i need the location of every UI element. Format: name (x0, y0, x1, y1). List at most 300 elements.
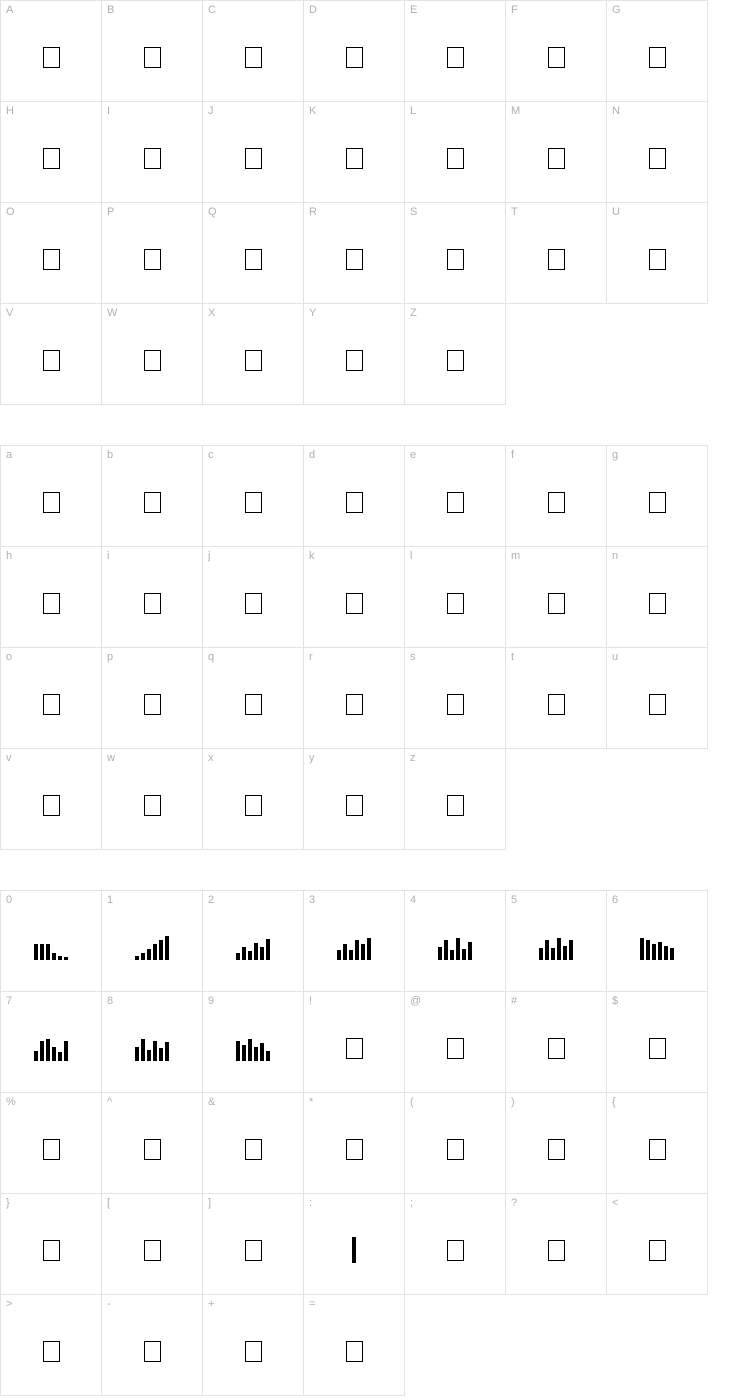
bar (551, 948, 555, 960)
bar-chart-glyph (506, 891, 606, 991)
charmap-cell[interactable] (102, 102, 203, 203)
charmap-cell[interactable] (607, 1093, 708, 1194)
char-label: * (309, 1096, 314, 1108)
notdef-box-glyph (203, 1093, 303, 1193)
notdef-box (245, 1139, 262, 1160)
char-label: r (309, 651, 313, 663)
char-label: a (6, 449, 13, 461)
bar (34, 1051, 38, 1061)
notdef-box-glyph (1, 446, 101, 546)
char-label: V (6, 307, 14, 319)
bar (147, 1050, 151, 1061)
charmap-cell[interactable] (304, 203, 405, 304)
notdef-box-glyph (102, 1093, 202, 1193)
char-label: 7 (6, 995, 13, 1007)
notdef-box (144, 249, 161, 270)
charmap-cell[interactable] (203, 992, 304, 1093)
charmap-cell[interactable] (506, 648, 607, 749)
charmap-cell[interactable] (506, 203, 607, 304)
char-label: % (6, 1096, 16, 1108)
char-label: $ (612, 995, 619, 1007)
notdef-box-glyph (607, 1, 707, 101)
char-label: A (6, 4, 14, 16)
notdef-box-glyph (304, 102, 404, 202)
charmap-block-digits-and-symbols (0, 890, 708, 1396)
charmap-cell[interactable] (405, 992, 506, 1093)
notdef-box (447, 1038, 464, 1059)
charmap-cell[interactable] (1, 203, 102, 304)
charmap-cell[interactable] (607, 891, 708, 992)
notdef-box (144, 1240, 161, 1261)
charmap-cell-empty (607, 304, 708, 405)
notdef-box (548, 694, 565, 715)
charmap-cell[interactable] (102, 1, 203, 102)
charmap-cell[interactable] (304, 547, 405, 648)
bar (236, 1041, 240, 1061)
charmap-cell[interactable] (506, 446, 607, 547)
notdef-box-glyph (203, 648, 303, 748)
charmap-cell[interactable] (304, 648, 405, 749)
bar (159, 1048, 163, 1061)
notdef-box-glyph (405, 446, 505, 546)
charmap-cell[interactable] (607, 992, 708, 1093)
notdef-box (548, 1139, 565, 1160)
charmap-cell[interactable] (102, 446, 203, 547)
notdef-box (43, 1139, 60, 1160)
notdef-box (144, 492, 161, 513)
charmap-cell-empty (506, 749, 607, 850)
bar (640, 938, 644, 960)
notdef-box-glyph (1, 1194, 101, 1294)
notdef-box-glyph (102, 102, 202, 202)
notdef-box-glyph (203, 102, 303, 202)
bar (52, 1047, 56, 1061)
notdef-box (447, 1139, 464, 1160)
charmap-cell[interactable] (203, 891, 304, 992)
notdef-box-glyph (506, 547, 606, 647)
charmap-cell[interactable] (203, 648, 304, 749)
bar (153, 944, 157, 960)
char-label: ) (511, 1096, 515, 1108)
bar (337, 950, 341, 960)
bar (450, 950, 454, 960)
notdef-box-glyph (607, 446, 707, 546)
notdef-box (548, 492, 565, 513)
charmap-cell[interactable] (1, 1194, 102, 1295)
bar (438, 947, 442, 960)
bar (349, 950, 353, 960)
char-label: N (612, 105, 620, 117)
notdef-box (346, 492, 363, 513)
notdef-box-glyph (1, 304, 101, 404)
notdef-box (447, 593, 464, 614)
notdef-box (447, 350, 464, 371)
charmap-row (1, 749, 708, 850)
charmap-cell[interactable] (506, 891, 607, 992)
charmap-cell[interactable] (405, 891, 506, 992)
notdef-box (548, 47, 565, 68)
notdef-box (346, 593, 363, 614)
bar (652, 944, 656, 960)
bar-chart-glyph (203, 891, 303, 991)
charmap-cell-empty (506, 304, 607, 405)
notdef-box-glyph (304, 749, 404, 849)
notdef-box-glyph (203, 1194, 303, 1294)
charmap-row (1, 304, 708, 405)
notdef-box-glyph (506, 446, 606, 546)
bar-chart-glyph (405, 891, 505, 991)
char-label: Q (208, 206, 217, 218)
notdef-box-glyph (607, 203, 707, 303)
charmap-cell[interactable] (506, 992, 607, 1093)
charmap-row (1, 1295, 708, 1396)
charmap-cell[interactable] (405, 547, 506, 648)
char-label: ] (208, 1197, 212, 1209)
notdef-box-glyph (1, 547, 101, 647)
charmap-cell[interactable] (1, 749, 102, 850)
charmap-cell[interactable] (203, 547, 304, 648)
bar (52, 953, 56, 960)
char-label: + (208, 1298, 215, 1310)
notdef-box (548, 1038, 565, 1059)
charmap-cell[interactable] (203, 1093, 304, 1194)
notdef-box (548, 1240, 565, 1261)
char-label: i (107, 550, 110, 562)
notdef-box-glyph (607, 992, 707, 1092)
charmap-cell[interactable] (607, 203, 708, 304)
charmap-cell[interactable] (102, 1194, 203, 1295)
notdef-box (245, 249, 262, 270)
notdef-box (346, 1038, 363, 1059)
char-label: e (410, 449, 417, 461)
char-label: w (107, 752, 115, 764)
bar (545, 940, 549, 960)
bar (254, 1047, 258, 1061)
char-label: c (208, 449, 214, 461)
char-label: 2 (208, 894, 215, 906)
bars-group (337, 934, 371, 960)
charmap-block-lowercase (0, 445, 708, 850)
notdef-box-glyph (102, 1, 202, 101)
notdef-box-glyph (304, 1093, 404, 1193)
charmap-cell[interactable] (1, 547, 102, 648)
charmap-cell[interactable] (304, 102, 405, 203)
notdef-box-glyph (607, 1093, 707, 1193)
bar (64, 957, 68, 960)
notdef-box (649, 694, 666, 715)
notdef-box (649, 593, 666, 614)
charmap-cell[interactable] (304, 891, 405, 992)
charmap-cell[interactable] (304, 992, 405, 1093)
bars-group (135, 1035, 169, 1061)
charmap-cell[interactable] (102, 1295, 203, 1396)
notdef-box-glyph (304, 992, 404, 1092)
bar (456, 938, 460, 960)
bar (248, 951, 252, 960)
charmap-cell[interactable] (102, 891, 203, 992)
char-label: M (511, 105, 521, 117)
charmap-cell[interactable] (506, 102, 607, 203)
bar (242, 1045, 246, 1061)
bar-chart-glyph (102, 992, 202, 1092)
charmap-cell[interactable] (506, 1194, 607, 1295)
notdef-box-glyph (1, 648, 101, 748)
charmap-cell[interactable] (506, 1093, 607, 1194)
notdef-box-glyph (405, 1194, 505, 1294)
charmap-row (1, 446, 708, 547)
notdef-box-glyph (102, 648, 202, 748)
notdef-box (649, 249, 666, 270)
notdef-box (144, 350, 161, 371)
char-label: x (208, 752, 214, 764)
bar-chart-glyph (304, 891, 404, 991)
bars-group (438, 934, 472, 960)
char-label: - (107, 1298, 111, 1310)
charmap-cell[interactable] (203, 102, 304, 203)
char-label: [ (107, 1197, 111, 1209)
charmap-cell[interactable] (304, 1295, 405, 1396)
bar (260, 1043, 264, 1061)
notdef-box (43, 1341, 60, 1362)
charmap-cell[interactable] (405, 102, 506, 203)
bar (658, 942, 662, 960)
charmap-cell[interactable] (102, 648, 203, 749)
char-label: k (309, 550, 315, 562)
bars-group (34, 934, 68, 960)
notdef-box-glyph (203, 446, 303, 546)
notdef-box-glyph (304, 304, 404, 404)
charmap-cell[interactable] (102, 992, 203, 1093)
bar (40, 1041, 44, 1061)
char-label: o (6, 651, 13, 663)
bar (361, 944, 365, 960)
charmap-cell[interactable] (607, 648, 708, 749)
notdef-box (245, 694, 262, 715)
notdef-box (245, 350, 262, 371)
charmap-cell[interactable] (405, 749, 506, 850)
notdef-box (43, 593, 60, 614)
bars-group (135, 934, 169, 960)
charmap-cell[interactable] (102, 547, 203, 648)
notdef-box (245, 593, 262, 614)
charmap-cell[interactable] (102, 304, 203, 405)
bar (539, 948, 543, 960)
charmap-cell[interactable] (1, 102, 102, 203)
bar-chart-glyph (102, 891, 202, 991)
charmap-cell[interactable] (1, 1093, 102, 1194)
char-label: : (309, 1197, 313, 1209)
bar (670, 948, 674, 960)
bar (135, 956, 139, 960)
notdef-box-glyph (607, 102, 707, 202)
charmap-cell-empty (607, 749, 708, 850)
notdef-box (649, 492, 666, 513)
charmap-cell[interactable] (405, 203, 506, 304)
notdef-box (144, 795, 161, 816)
char-label: { (612, 1096, 616, 1108)
notdef-box (346, 148, 363, 169)
char-label: W (107, 307, 118, 319)
bars-group (236, 934, 270, 960)
charmap-cell[interactable] (102, 1093, 203, 1194)
bar (254, 943, 258, 960)
notdef-box-glyph (1, 1, 101, 101)
char-label: P (107, 206, 115, 218)
bar (159, 940, 163, 960)
charmap-cell-empty (405, 1295, 506, 1396)
charmap-cell[interactable] (607, 1, 708, 102)
char-label: h (6, 550, 13, 562)
notdef-box-glyph (405, 304, 505, 404)
charmap-cell[interactable] (607, 102, 708, 203)
notdef-box-glyph (405, 992, 505, 1092)
charmap-cell[interactable] (203, 1295, 304, 1396)
char-label: ( (410, 1096, 414, 1108)
char-label: v (6, 752, 12, 764)
notdef-box (649, 148, 666, 169)
charmap-cell[interactable] (1, 446, 102, 547)
notdef-box (548, 249, 565, 270)
char-label: G (612, 4, 621, 16)
char-label: 3 (309, 894, 316, 906)
char-label: ^ (107, 1096, 113, 1108)
notdef-box-glyph (405, 648, 505, 748)
bar-chart-glyph (203, 992, 303, 1092)
bars-group (539, 934, 573, 960)
char-label: g (612, 449, 619, 461)
char-label: z (410, 752, 416, 764)
notdef-box (548, 148, 565, 169)
charmap-cell[interactable] (1, 648, 102, 749)
charmap-cell[interactable] (203, 203, 304, 304)
char-label: > (6, 1298, 13, 1310)
notdef-box-glyph (102, 446, 202, 546)
charmap-cell[interactable] (203, 446, 304, 547)
bar (135, 1047, 139, 1061)
bar (40, 944, 44, 960)
notdef-box-glyph (506, 648, 606, 748)
charmap-cell[interactable] (203, 749, 304, 850)
notdef-box-glyph (506, 992, 606, 1092)
charmap-cell[interactable] (102, 203, 203, 304)
char-label: 0 (6, 894, 13, 906)
bar (141, 1039, 145, 1061)
notdef-box-glyph (203, 749, 303, 849)
charmap-row (1, 102, 708, 203)
bar (367, 938, 371, 960)
char-label: U (612, 206, 620, 218)
bar (46, 1039, 50, 1061)
charmap-cell[interactable] (304, 304, 405, 405)
charmap-cell[interactable] (1, 891, 102, 992)
charmap-cell[interactable] (304, 446, 405, 547)
notdef-box-glyph (1, 1093, 101, 1193)
charmap-row (1, 547, 708, 648)
notdef-box-glyph (304, 203, 404, 303)
char-label: X (208, 307, 216, 319)
charmap-cell[interactable] (304, 1194, 405, 1295)
charmap-cell[interactable] (1, 992, 102, 1093)
notdef-box (649, 1139, 666, 1160)
bars-group (34, 1035, 68, 1061)
notdef-box-glyph (203, 203, 303, 303)
charmap-cell[interactable] (405, 446, 506, 547)
notdef-box (144, 1139, 161, 1160)
char-label: H (6, 105, 14, 117)
charmap-cell[interactable] (405, 1194, 506, 1295)
char-label: 5 (511, 894, 518, 906)
charmap-cell[interactable] (102, 749, 203, 850)
charmap-cell[interactable] (304, 1093, 405, 1194)
notdef-box-glyph (102, 304, 202, 404)
notdef-box (43, 47, 60, 68)
charmap-row (1, 1093, 708, 1194)
charmap-cell[interactable] (203, 1, 304, 102)
notdef-box (144, 694, 161, 715)
notdef-box-glyph (203, 1, 303, 101)
notdef-box (144, 593, 161, 614)
notdef-box-glyph (405, 1093, 505, 1193)
notdef-box (43, 795, 60, 816)
charmap-cell[interactable] (1, 1295, 102, 1396)
charmap-cell[interactable] (304, 1, 405, 102)
char-label: ; (410, 1197, 414, 1209)
bar (58, 956, 62, 960)
bar (165, 936, 169, 960)
charmap-cell[interactable] (1, 1, 102, 102)
char-label: I (107, 105, 111, 117)
char-label: ? (511, 1197, 518, 1209)
charmap-cell[interactable] (405, 304, 506, 405)
charmap-cell[interactable] (607, 1194, 708, 1295)
char-label: # (511, 995, 518, 1007)
charmap-cell-empty (506, 1295, 607, 1396)
char-label: f (511, 449, 515, 461)
bar (165, 1042, 169, 1061)
charmap-cell[interactable] (203, 1194, 304, 1295)
charmap-cell[interactable] (607, 547, 708, 648)
bar-chart-glyph (1, 891, 101, 991)
charmap-cell[interactable] (506, 547, 607, 648)
char-label: B (107, 4, 115, 16)
notdef-box-glyph (102, 1194, 202, 1294)
bar (153, 1041, 157, 1061)
charmap-cell[interactable] (405, 1093, 506, 1194)
charmap-cell[interactable] (405, 648, 506, 749)
charmap-cell[interactable] (304, 749, 405, 850)
notdef-box (43, 492, 60, 513)
bar (343, 944, 347, 960)
charmap-cell[interactable] (1, 304, 102, 405)
notdef-box-glyph (102, 203, 202, 303)
charmap-cell[interactable] (607, 446, 708, 547)
char-label: Y (309, 307, 317, 319)
charmap-row (1, 648, 708, 749)
charmap-cell[interactable] (506, 1, 607, 102)
charmap-cell[interactable] (203, 304, 304, 405)
notdef-box-glyph (203, 304, 303, 404)
notdef-box (245, 1341, 262, 1362)
char-label: 4 (410, 894, 417, 906)
charmap-cell[interactable] (405, 1, 506, 102)
notdef-box (447, 47, 464, 68)
char-label: s (410, 651, 416, 663)
notdef-box (245, 1240, 262, 1261)
char-label: K (309, 105, 317, 117)
char-label: p (107, 651, 114, 663)
notdef-box-glyph (1, 749, 101, 849)
char-label: L (410, 105, 417, 117)
